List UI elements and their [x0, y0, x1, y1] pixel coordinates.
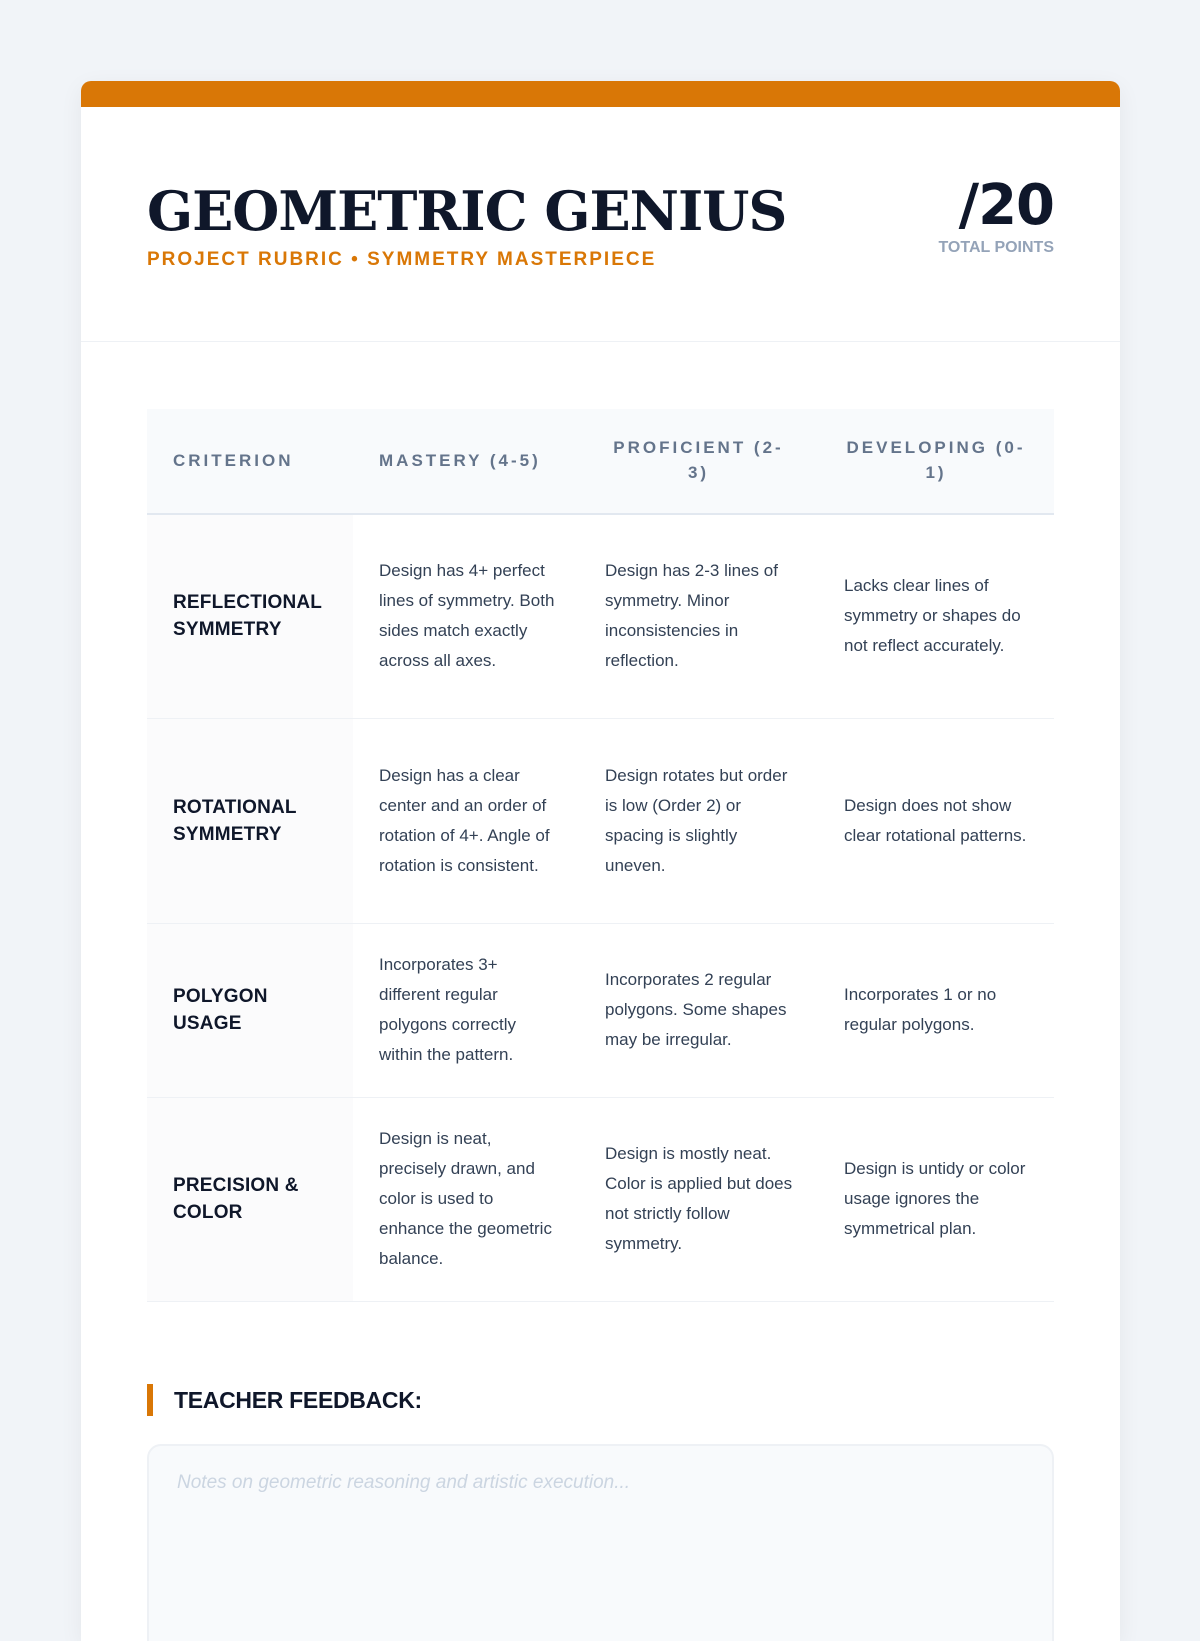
criterion-cell: ROTATIONAL SYMMETRY: [147, 718, 353, 923]
total-points-value: /20: [958, 173, 1054, 238]
proficient-cell: Design rotates but order is low (Order 2) or spacing is slightly uneven.: [579, 718, 818, 923]
proficient-cell: Design is mostly neat. Color is applied but does not strictly follow symmetry.: [579, 1097, 818, 1301]
column-header-criterion: CRITERION: [147, 409, 353, 514]
column-header-mastery: MASTERY (4-5): [353, 409, 579, 514]
criterion-cell: PRECISION & COLOR: [147, 1097, 353, 1301]
total-points-label: TOTAL POINTS: [938, 238, 1054, 256]
teacher-feedback-input[interactable]: [147, 1444, 1054, 1641]
accent-bar: [81, 81, 1120, 107]
criterion-cell: REFLECTIONAL SYMMETRY: [147, 514, 353, 718]
table-row: [147, 1097, 1054, 1301]
mastery-cell: Incorporates 3+ different regular polygons correctly within the pattern.: [353, 923, 579, 1097]
mastery-cell: Design has a clear center and an order of rotation of 4+. Angle of rotation is consistent.: [353, 718, 579, 923]
page-subtitle: PROJECT RUBRIC • SYMMETRY MASTERPIECE: [147, 249, 657, 270]
criterion-cell: POLYGON USAGE: [147, 923, 353, 1097]
proficient-cell: Design has 2-3 lines of symmetry. Minor inconsistencies in reflection.: [579, 514, 818, 718]
score-block: [938, 175, 1054, 257]
proficient-cell: Incorporates 2 regular polygons. Some shapes may be irregular.: [579, 923, 818, 1097]
rubric-table: [147, 409, 1054, 1302]
developing-cell: Design is untidy or color usage ignores the symmetrical plan.: [818, 1097, 1054, 1301]
table-row: [147, 514, 1054, 718]
mastery-cell: Design is neat, precisely drawn, and color is used to enhance the geometric balance.: [353, 1097, 579, 1301]
teacher-feedback-heading: TEACHER FEEDBACK:: [147, 1384, 422, 1416]
table-row: [147, 718, 1054, 923]
page-title: GEOMETRIC GENIUS: [147, 179, 787, 243]
table-header-row: [147, 409, 1054, 514]
developing-cell: Design does not show clear rotational patterns.: [818, 718, 1054, 923]
column-header-proficient: PROFICIENT (2-3): [579, 409, 818, 514]
developing-cell: Lacks clear lines of symmetry or shapes do not reflect accurately.: [818, 514, 1054, 718]
table-row: [147, 923, 1054, 1097]
developing-cell: Incorporates 1 or no regular polygons.: [818, 923, 1054, 1097]
rubric-header: [81, 107, 1120, 342]
column-header-developing: DEVELOPING (0-1): [818, 409, 1054, 514]
rubric-card: [81, 81, 1120, 1641]
mastery-cell: Design has 4+ perfect lines of symmetry. Both sides match exactly across all axes.: [353, 514, 579, 718]
